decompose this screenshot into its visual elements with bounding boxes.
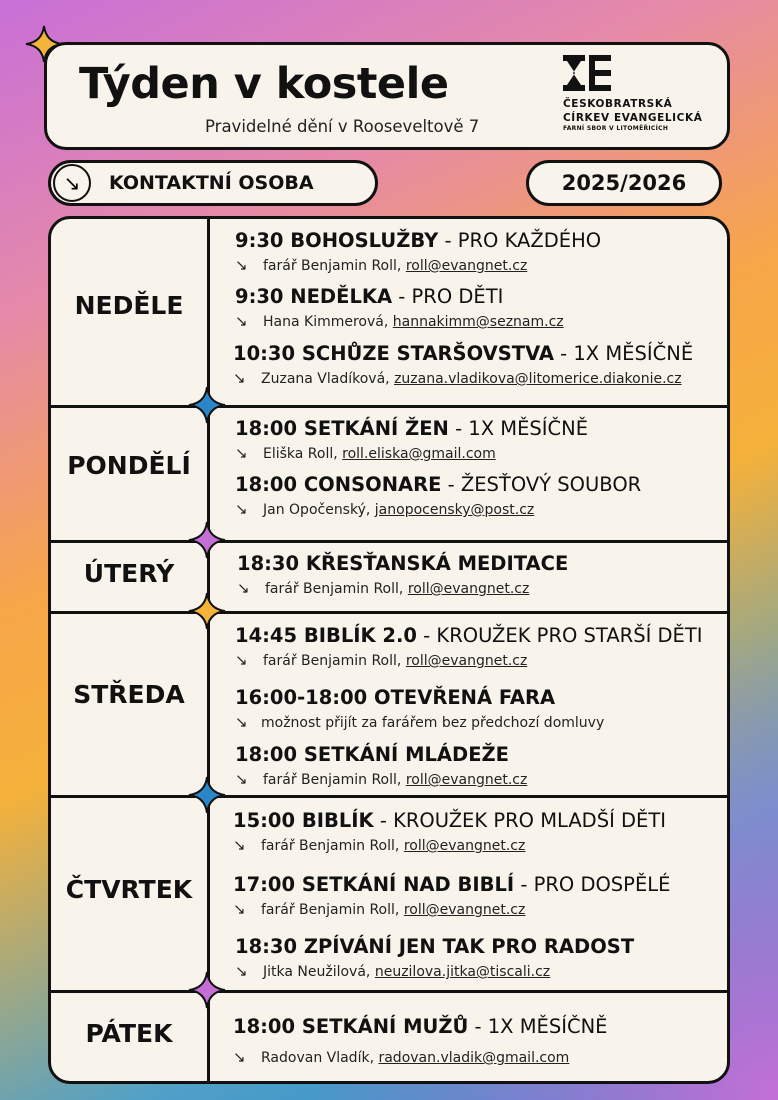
event-email-link[interactable]: roll@evangnet.cz bbox=[403, 838, 526, 854]
event-contact: Jitka Neužilová, bbox=[263, 964, 375, 980]
schedule-table bbox=[48, 216, 730, 1084]
sparkle-star-icon bbox=[187, 970, 227, 1010]
arrow-down-right-icon: ↘ bbox=[235, 713, 248, 731]
sparkle-star-icon bbox=[24, 24, 64, 64]
event-contact: farář Benjamin Roll, bbox=[263, 258, 406, 274]
day-label-ctvrtek: ČTVRTEK bbox=[65, 875, 193, 904]
event-item bbox=[233, 342, 693, 389]
event-suffix: - PRO DOSPĚLÉ bbox=[514, 873, 671, 896]
event-email-link[interactable]: hannakimm@seznam.cz bbox=[392, 314, 564, 330]
sparkle-star-icon bbox=[187, 385, 227, 425]
event-email-link[interactable]: janopocensky@post.cz bbox=[374, 502, 535, 518]
arrow-down-right-icon: ↘ bbox=[237, 579, 250, 597]
header-card bbox=[44, 42, 730, 150]
sparkle-star-icon bbox=[187, 591, 227, 631]
arrow-down-right-icon: ↘ bbox=[233, 369, 246, 387]
event-contact: farář Benjamin Roll, bbox=[261, 902, 404, 918]
arrow-down-right-icon: ↘ bbox=[235, 770, 248, 788]
event-item bbox=[233, 1015, 608, 1068]
church-logo-icon bbox=[563, 55, 611, 91]
event-title: 18:30 ZPÍVÁNÍ JEN TAK PRO RADOST bbox=[235, 935, 635, 958]
event-suffix: - 1X MĚSÍČNĚ bbox=[553, 342, 694, 365]
day-label-nedele: NEDĚLE bbox=[74, 291, 184, 320]
page-subtitle: Pravidelné dění v Rooseveltově 7 bbox=[205, 117, 480, 136]
event-suffix: - 1X MĚSÍČNĚ bbox=[468, 1015, 608, 1038]
event-title: 15:00 BIBLÍK bbox=[233, 809, 374, 832]
arrow-down-right-icon: ↘ bbox=[235, 651, 248, 669]
event-suffix: - KROUŽEK PRO STARŠÍ DĚTI bbox=[416, 624, 703, 647]
event-title: 9:30 BOHOSLUŽBY bbox=[235, 229, 439, 252]
event-item bbox=[233, 873, 670, 920]
event-email-link[interactable]: roll@evangnet.cz bbox=[403, 902, 526, 918]
event-contact: farář Benjamin Roll, bbox=[263, 653, 406, 669]
event-email-link[interactable]: zuzana.vladikova@litomerice.diakonie.cz bbox=[394, 371, 682, 387]
event-title: 18:00 SETKÁNÍ MLÁDEŽE bbox=[235, 743, 509, 766]
arrow-down-right-icon: ↘ bbox=[235, 444, 248, 462]
event-email-link[interactable]: roll@evangnet.cz bbox=[407, 581, 530, 597]
event-contact: Jan Opočenský, bbox=[263, 502, 375, 518]
arrow-down-right-icon: ↘ bbox=[233, 900, 246, 918]
logo-line-1: ČESKOBRATRSKÁ bbox=[563, 98, 673, 110]
event-item bbox=[235, 229, 601, 276]
logo-line-2: CÍRKEV EVANGELICKÁ bbox=[563, 112, 703, 124]
event-contact: Zuzana Vladíková, bbox=[261, 371, 395, 387]
year-label: 2025/2026 bbox=[561, 171, 687, 195]
event-title: 9:30 NEDĚLKA bbox=[235, 285, 393, 308]
event-item bbox=[237, 552, 568, 599]
event-item bbox=[235, 285, 564, 332]
event-suffix: - KROUŽEK PRO MLADŠÍ DĚTI bbox=[373, 809, 667, 832]
event-contact: možnost přijít za farářem bez předchozí domluvy bbox=[261, 715, 605, 731]
event-email-link[interactable]: roll.eliska@gmail.com bbox=[342, 446, 496, 462]
event-title: 18:00 CONSONARE bbox=[235, 473, 442, 496]
event-contact: farář Benjamin Roll, bbox=[263, 772, 406, 788]
arrow-down-right-icon: ↘ bbox=[235, 500, 248, 518]
row-divider bbox=[51, 611, 727, 614]
event-title: 17:00 SETKÁNÍ NAD BIBLÍ bbox=[233, 873, 515, 896]
event-suffix: - PRO KAŽDÉHO bbox=[438, 229, 602, 252]
event-email-link[interactable]: roll@evangnet.cz bbox=[405, 772, 528, 788]
event-contact: Radovan Vladík, bbox=[261, 1050, 379, 1066]
day-label-patek: PÁTEK bbox=[85, 1019, 173, 1048]
event-email-link[interactable]: neuzilova.jitka@tiscali.cz bbox=[374, 964, 551, 980]
arrow-down-right-icon: ↘ bbox=[233, 1048, 246, 1066]
event-email-link[interactable]: roll@evangnet.cz bbox=[405, 653, 528, 669]
church-logo bbox=[563, 55, 723, 132]
event-item bbox=[235, 686, 604, 733]
event-suffix: - 1X MĚSÍČNĚ bbox=[448, 417, 589, 440]
arrow-down-right-icon: ↘ bbox=[235, 256, 248, 274]
logo-line-3: FARNÍ SBOR V LITOMĚŘICÍCH bbox=[563, 125, 669, 132]
event-item bbox=[235, 473, 641, 520]
day-label-pondeli: PONDĚLÍ bbox=[67, 451, 191, 480]
row-divider bbox=[51, 405, 727, 408]
event-item bbox=[235, 743, 527, 790]
event-contact: Eliška Roll, bbox=[263, 446, 343, 462]
column-divider bbox=[207, 219, 210, 1081]
event-title: 18:00 SETKÁNÍ MUŽŮ bbox=[233, 1015, 469, 1038]
year-badge bbox=[526, 160, 722, 206]
event-contact: farář Benjamin Roll, bbox=[261, 838, 404, 854]
row-divider bbox=[51, 540, 727, 543]
contact-person-legend bbox=[48, 160, 378, 206]
arrow-down-right-icon: ↘ bbox=[233, 836, 246, 854]
event-title: 16:00-18:00 OTEVŘENÁ FARA bbox=[235, 686, 556, 709]
page-title: Týden v kostele bbox=[79, 59, 449, 109]
row-divider bbox=[51, 795, 727, 798]
sparkle-star-icon bbox=[187, 775, 227, 815]
arrow-down-right-icon: ↘ bbox=[235, 312, 248, 330]
event-suffix: - ŽESŤOVÝ SOUBOR bbox=[441, 473, 642, 496]
event-title: 10:30 SCHŮZE STARŠOVSTVA bbox=[233, 342, 554, 365]
event-item bbox=[233, 809, 666, 856]
event-title: 14:45 BIBLÍK 2.0 bbox=[235, 624, 417, 647]
event-contact: Hana Kimmerová, bbox=[263, 314, 393, 330]
day-label-streda: STŘEDA bbox=[73, 680, 185, 709]
event-item bbox=[235, 417, 588, 464]
day-label-utery: ÚTERÝ bbox=[83, 559, 175, 588]
event-contact: farář Benjamin Roll, bbox=[265, 581, 408, 597]
arrow-down-right-icon: ↘ bbox=[53, 164, 91, 202]
event-title: 18:00 SETKÁNÍ ŽEN bbox=[235, 417, 449, 440]
sparkle-star-icon bbox=[187, 520, 227, 560]
event-email-link[interactable]: roll@evangnet.cz bbox=[405, 258, 528, 274]
event-email-link[interactable]: radovan.vladik@gmail.com bbox=[378, 1050, 570, 1066]
event-item bbox=[235, 624, 703, 671]
contact-person-label: KONTAKTNÍ OSOBA bbox=[109, 172, 314, 194]
event-item bbox=[235, 935, 634, 982]
arrow-down-right-icon: ↘ bbox=[235, 962, 248, 980]
event-suffix: - PRO DĚTI bbox=[392, 285, 504, 308]
row-divider bbox=[51, 990, 727, 993]
event-title: 18:30 KŘESŤANSKÁ MEDITACE bbox=[237, 552, 569, 575]
